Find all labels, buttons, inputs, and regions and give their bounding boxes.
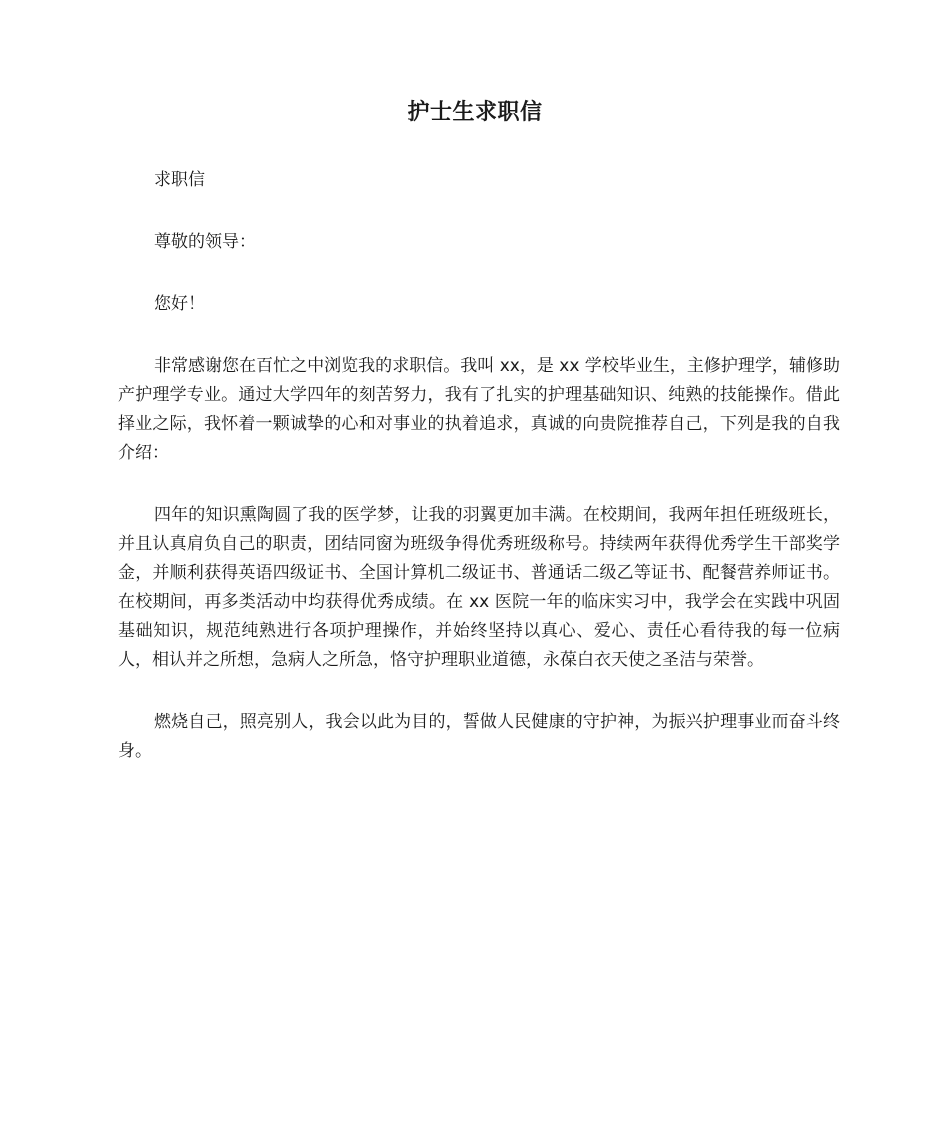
paragraph-closing: 燃烧自己，照亮别人，我会以此为目的，誓做人民健康的守护神，为振兴护理事业而奋斗终身。 [118, 712, 840, 761]
document-body [118, 166, 840, 799]
paragraph-introduction: 非常感谢您在百忙之中浏览我的求职信。我叫 xx，是 xx 学校毕业生，主修护理学，辅修助产护理学专业。通过大学四年的刻苦努力，我有了扎实的护理基础知识、纯熟的技能操作。借此择业之际，我怀着一颗诚挚的心和对事业的执着追求，真诚的向贵院推荐自己，下列是我的自我介绍： [118, 356, 840, 463]
paragraph-experience: 四年的知识熏陶圆了我的医学梦，让我的羽翼更加丰满。在校期间，我两年担任班级班长，并且认真肩负自己的职责，团结同窗为班级争得优秀班级称号。持续两年获得优秀学生干部奖学金，并顺利获得英语四级证书、全国计算机二级证书、普通话二级乙等证书、配餐营养师证书。在校期间，再多类活动中均获得优秀成绩。在 xx 医院一年的临床实习中，我学会在实践中巩固基础知识，规范纯熟进行各项护理操作，并始终坚持以真心、爱心、责任心看待我的每一位病人，相认并之所想，急病人之所急，恪守护理职业道德，永葆白衣天使之圣洁与荣誉。 [118, 505, 840, 670]
document-title: 护士生求职信 [407, 100, 543, 125]
paragraph-greeting: 您好！ [154, 294, 205, 314]
paragraph-heading: 求职信 [154, 170, 205, 190]
paragraph-salutation: 尊敬的领导： [154, 232, 256, 252]
